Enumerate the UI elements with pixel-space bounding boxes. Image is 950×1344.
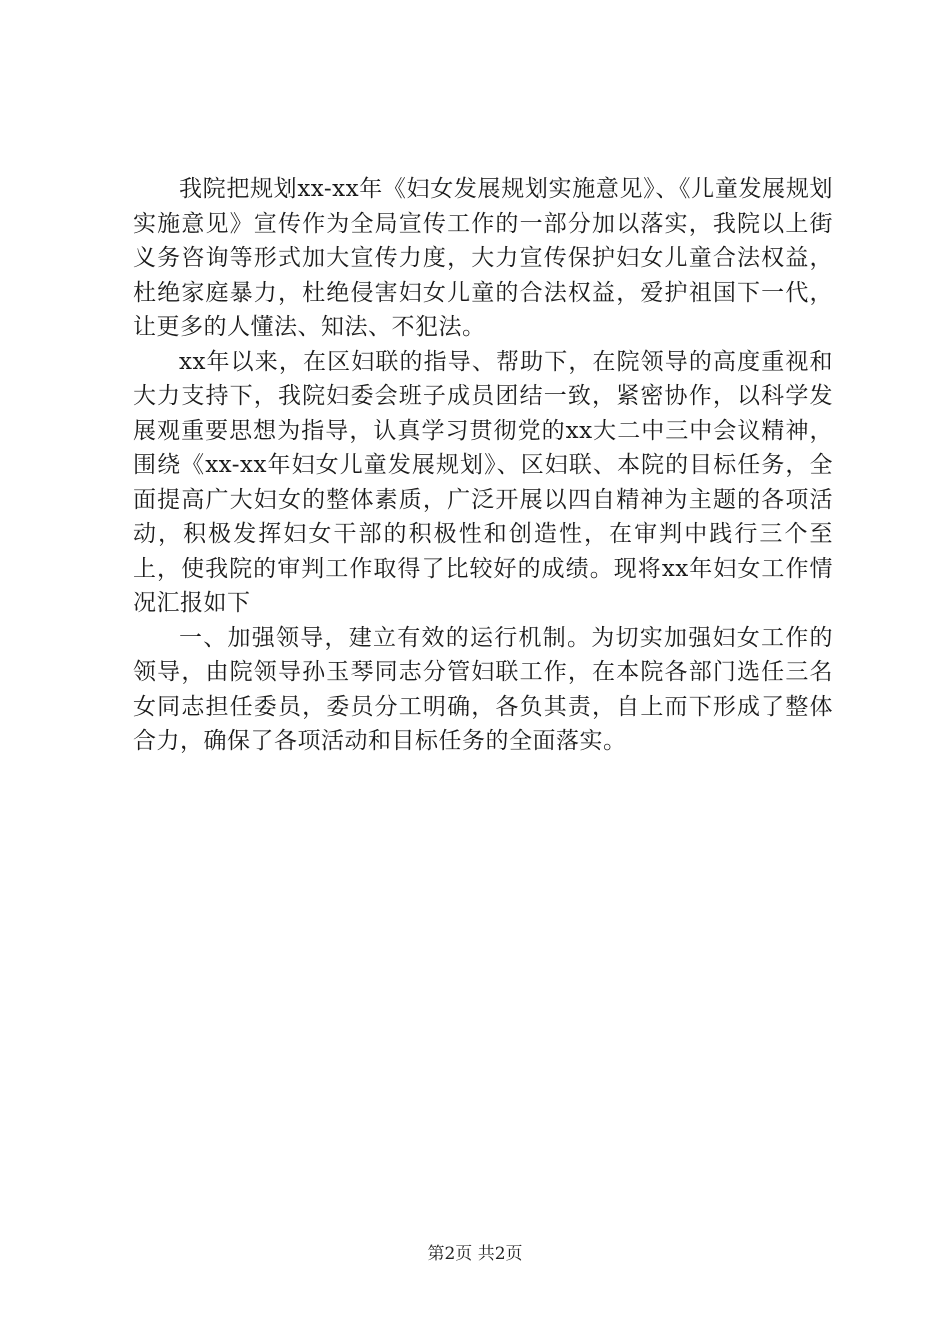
document-body xyxy=(133,172,833,759)
paragraph-publicity: 我院把规划xx-xx年《妇女发展规划实施意见》、《儿童发展规划实施意见》宣传作为全局宣传工作的一部分加以落实，我院以上街义务咨询等形式加大宣传力度，大力宣传保护妇女儿童合法权益，杜绝家庭暴力，杜绝侵害妇女儿童的合法权益，爱护祖国下一代，让更多的人懂法、知法、不犯法。 xyxy=(133,176,833,340)
paragraph-leadership: 一、加强领导，建立有效的运行机制。为切实加强妇女工作的领导，由院领导孙玉琴同志分管妇联工作，在本院各部门选任三名女同志担任委员，委员分工明确，各负其责，自上而下形成了整体合力，确保了各项活动和目标任务的全面落实。 xyxy=(133,624,833,754)
paragraph-overview: xx年以来，在区妇联的指导、帮助下，在院领导的高度重视和大力支持下，我院妇委会班子成员团结一致，紧密协作，以科学发展观重要思想为指导，认真学习贯彻党的xx大二中三中会议精神，围绕《xx-xx年妇女儿童发展规划》、区妇联、本院的目标任务，全面提高广大妇女的整体素质，广泛开展以四自精神为主题的各项活动，积极发挥妇女干部的积极性和创造性，在审判中践行三个至上，使我院的审判工作取得了比较好的成绩。现将xx年妇女工作情况汇报如下 xyxy=(133,348,833,616)
page-number-footer: 第2页 共2页 xyxy=(427,1244,523,1264)
